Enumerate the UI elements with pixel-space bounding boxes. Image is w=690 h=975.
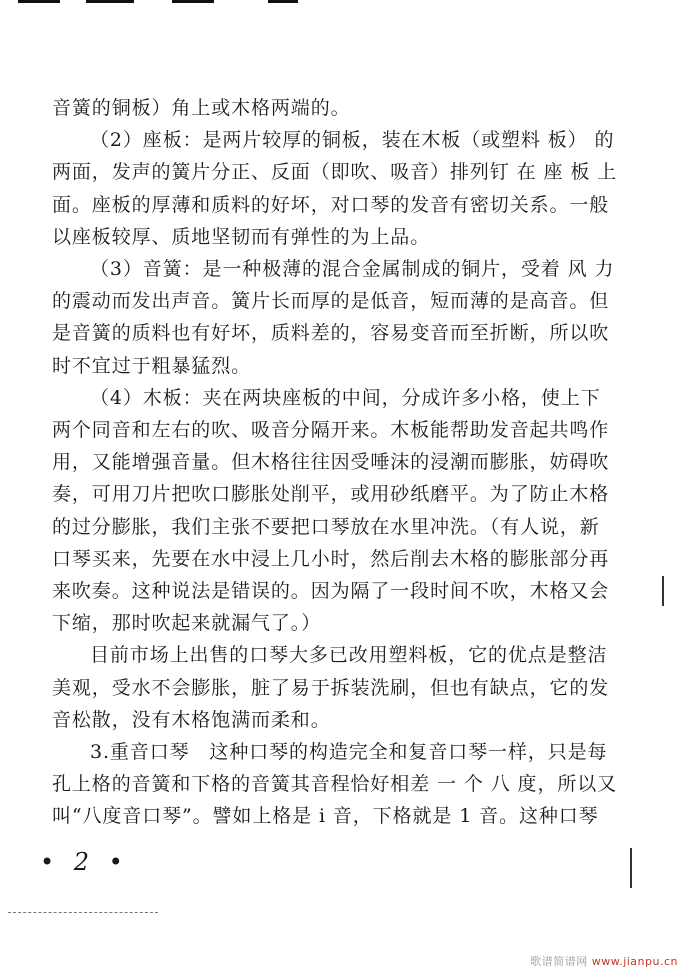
- top-scan-mark-1: [18, 0, 60, 3]
- text-line: 时不宜过于粗暴猛烈。: [52, 354, 252, 377]
- text-line: 奏，可用刀片把吹口膨胀处削平，或用砂纸磨平。为了防止木格: [52, 483, 610, 506]
- text-line: 叫“八度音口琴”。譬如上格是 i 音，下格就是 1 音。这种口琴: [52, 805, 599, 828]
- paragraph-continued: [52, 92, 612, 124]
- bottom-scan-rule: [8, 912, 158, 914]
- text-line: 是音簧的质料也有好坏，质料差的，容易变音而至折断，所以吹: [52, 322, 610, 345]
- page-number: • 2 •: [40, 848, 129, 876]
- margin-scan-mark-1: [662, 576, 664, 606]
- text-line: 音松散，没有木格饱满而柔和。: [52, 708, 331, 731]
- text-line: （3）音簧：是一种极薄的混合金属制成的铜片，受着 风 力: [90, 258, 615, 281]
- site-watermark: [530, 953, 678, 969]
- text-line: 目前市场上出售的口琴大多已改用塑料板，它的优点是整洁: [90, 644, 608, 667]
- text-line: 美观，受水不会膨胀，脏了易于拆装洗刷，但也有缺点，它的发: [52, 676, 610, 699]
- top-scan-mark-3: [172, 0, 214, 3]
- margin-scan-mark-2: [630, 848, 632, 888]
- text-line: 以座板较厚、质地坚韧而有弹性的为上品。: [52, 225, 431, 248]
- text-line: 下缩，那时吹起来就漏气了。）: [52, 612, 322, 635]
- text-line: 口琴买来，先要在水中浸上几小时，然后削去木格的膨胀部分再: [52, 547, 610, 570]
- text-line: 面。座板的厚薄和质料的好坏，对口琴的发音有密切关系。一般: [52, 193, 610, 216]
- paragraph-octave-harmonica: [52, 736, 618, 833]
- page-text: [52, 92, 618, 833]
- text-line: 用，又能增强音量。但木格往往因受唾沫的浸潮而膨胀，妨碍吹: [52, 451, 610, 474]
- paragraph-reed: [52, 253, 615, 382]
- paragraph-plastic-board: [52, 639, 612, 736]
- text-line: 两面，发声的簧片分正、反面（即吹、吸音）排列钉 在 座 板 上: [52, 161, 618, 184]
- text-line: （4）木板：夹在两块座板的中间，分成许多小格，使上下: [90, 386, 601, 409]
- text-line: 两个同音和左右的吹、吸音分隔开来。木板能帮助发音起共鸣作: [52, 419, 610, 442]
- text-line: 的过分膨胀，我们主张不要把口琴放在水里冲洗。（有人说，新: [52, 515, 600, 538]
- top-scan-mark-4: [268, 0, 298, 3]
- text-line: 来吹奏。这种说法是错误的。因为隔了一段时间不吹，木格又会: [52, 580, 610, 603]
- text-line: 孔上格的音簧和下格的音簧其音程恰好相差 一 个 八 度，所以又: [52, 773, 618, 796]
- text-line: 的震动而发出声音。簧片长而厚的是低音，短而薄的是高音。但: [52, 290, 610, 313]
- paragraph-seat-plate: [52, 124, 618, 253]
- top-scan-mark-2: [86, 0, 134, 3]
- text-line: 3.重音口琴 这种口琴的构造完全和复音口琴一样，只是每: [90, 741, 608, 764]
- watermark-url: www.jianpu.cn: [591, 955, 678, 968]
- text-line: 音簧的铜板）角上或木格两端的。: [52, 97, 351, 119]
- paragraph-wood-board: [52, 382, 612, 640]
- watermark-site-name: 歌谱简谱网: [530, 955, 588, 968]
- text-line: （2）座板：是两片较厚的铜板，装在木板（或塑料 板） 的: [90, 129, 615, 152]
